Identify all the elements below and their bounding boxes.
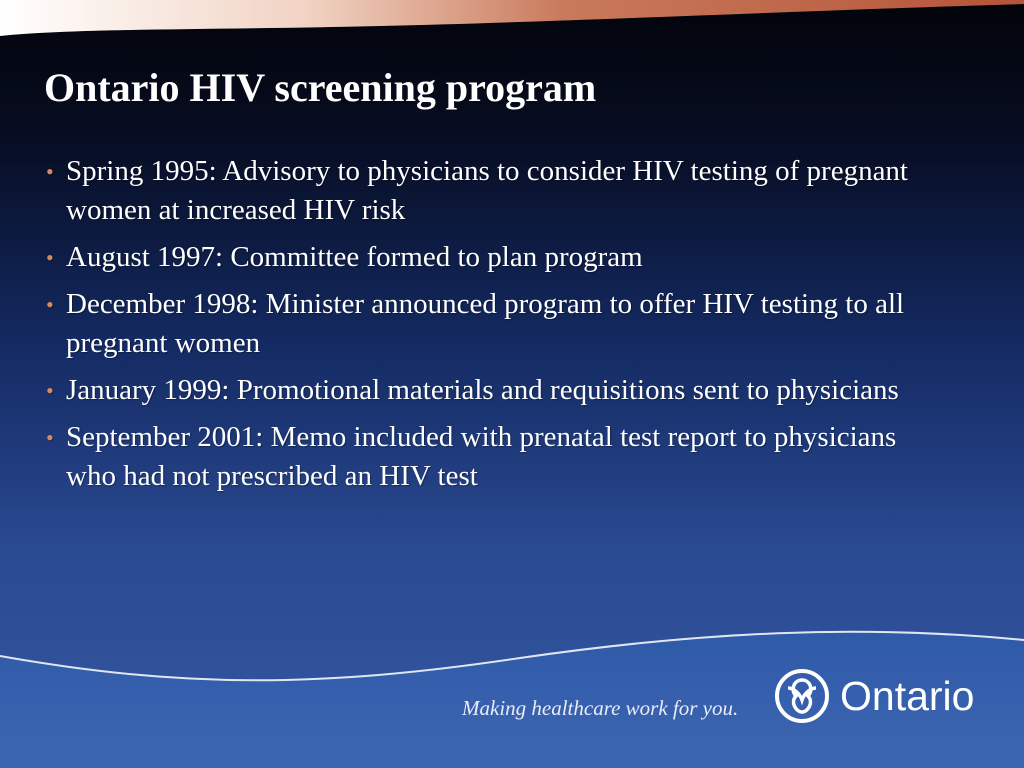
bullet-item bbox=[44, 285, 914, 363]
bullet-text: September 2001: Memo included with prenatal test report to physicians who had not prescribed an HIV test bbox=[66, 421, 897, 492]
bullet-text: January 1999: Promotional materials and requisitions sent to physicians bbox=[66, 374, 899, 406]
bullet-item bbox=[44, 238, 914, 277]
bullet-text: August 1997: Committee formed to plan program bbox=[66, 241, 643, 273]
bullet-item bbox=[44, 371, 914, 410]
bullet-icon: • bbox=[46, 245, 54, 270]
bullet-icon: • bbox=[46, 378, 54, 403]
footer-tagline: Making healthcare work for you. bbox=[462, 696, 739, 720]
trillium-icon bbox=[774, 668, 830, 724]
top-accent-band bbox=[0, 0, 1024, 60]
bullet-icon: • bbox=[46, 159, 54, 184]
bullet-list bbox=[44, 152, 914, 504]
bullet-item bbox=[44, 152, 914, 230]
bullet-item bbox=[44, 418, 914, 496]
bullet-text: December 1998: Minister announced program to offer HIV testing to all pregnant women bbox=[66, 288, 905, 359]
bullet-icon: • bbox=[46, 425, 54, 450]
bullet-icon: • bbox=[46, 292, 54, 317]
slide-title: Ontario HIV screening program bbox=[44, 65, 597, 110]
ontario-logo-text: Ontario bbox=[840, 673, 975, 719]
bullet-text: Spring 1995: Advisory to physicians to consider HIV testing of pregnant women at increased HIV risk bbox=[66, 155, 908, 226]
